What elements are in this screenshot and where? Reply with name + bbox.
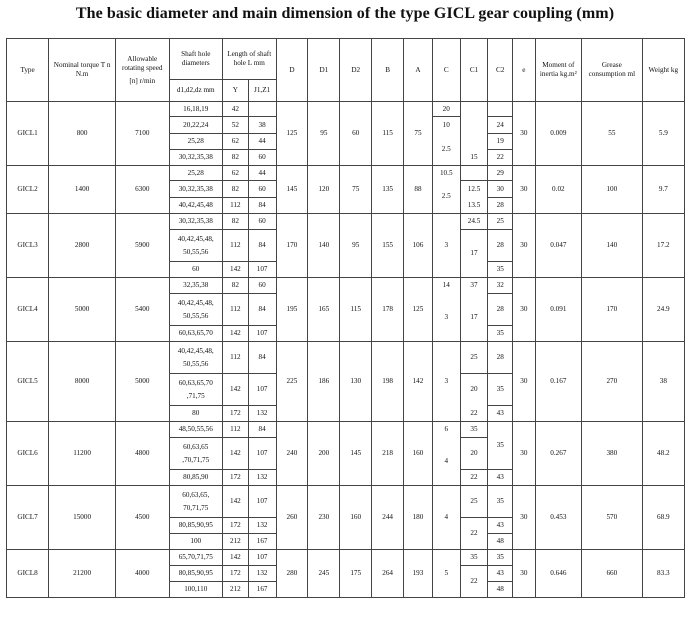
cell-torque: 8000 <box>49 342 116 422</box>
cell-type: GICL6 <box>7 422 49 486</box>
table-title: The basic diameter and main dimension of the type GICL gear coupling (mm) <box>75 5 615 22</box>
cell-shaft-diameters <box>169 181 222 198</box>
cell-shaft-diameters <box>169 582 222 598</box>
table-row <box>7 278 685 294</box>
cell-shaft-diameters <box>169 470 222 486</box>
cell-grease: 380 <box>581 422 642 486</box>
cell-c2: 43 <box>488 406 513 422</box>
cell-c1: 24.5 <box>460 214 488 230</box>
shaft-diameter-line: 40,42,45,48 <box>178 201 213 209</box>
cell-c2: 35 <box>488 262 513 278</box>
cell-D: 145 <box>276 166 308 214</box>
cell-c2: 48 <box>488 534 513 550</box>
cell-B: 218 <box>372 422 404 486</box>
cell-length-j: 107 <box>248 486 276 518</box>
cell-shaft-diameters <box>169 102 222 117</box>
cell-D2: 130 <box>340 342 372 422</box>
cell-c2: 28 <box>488 294 513 326</box>
cell-B: 115 <box>372 102 404 166</box>
header-length: Length of shaft hole L mm <box>223 39 277 80</box>
cell-length-j: 44 <box>248 166 276 181</box>
gear-coupling-spec-table <box>6 38 685 598</box>
cell-c1: 35 <box>460 550 488 566</box>
cell-B: 264 <box>372 550 404 598</box>
cell-shaft-diameters <box>169 150 222 166</box>
cell-shaft-diameters <box>169 534 222 550</box>
cell-D1: 245 <box>308 550 340 598</box>
header-inertia: Moment of inertia kg.m² <box>535 39 581 102</box>
cell-length-y: 112 <box>223 230 249 262</box>
cell-weight: 17.2 <box>642 214 684 278</box>
cell-D: 280 <box>276 550 308 598</box>
cell-length-j: 107 <box>248 550 276 566</box>
cell-c2: 35 <box>488 486 513 518</box>
header-speed <box>116 39 169 102</box>
cell-c2: 35 <box>488 374 513 406</box>
cell-length-j: 107 <box>248 326 276 342</box>
cell-length-y: 82 <box>223 181 249 198</box>
cell-weight: 9.7 <box>642 166 684 214</box>
cell-shaft-diameters <box>169 166 222 181</box>
cell-c1: 25 <box>460 342 488 374</box>
header-type: Type <box>7 39 49 102</box>
cell-c: 2.5 <box>432 134 460 166</box>
cell-grease: 170 <box>581 278 642 342</box>
cell-D1: 120 <box>308 166 340 214</box>
cell-c2: 28 <box>488 198 513 214</box>
cell-grease: 660 <box>581 550 642 598</box>
cell-D2: 175 <box>340 550 372 598</box>
cell-length-j: 84 <box>248 198 276 214</box>
table-row <box>7 550 685 566</box>
cell-c2: 32 <box>488 278 513 294</box>
cell-length-j: 132 <box>248 566 276 582</box>
cell-c1: 20 <box>460 438 488 470</box>
cell-c2: 48 <box>488 582 513 598</box>
header-A: A <box>404 39 433 102</box>
cell-type: GICL1 <box>7 102 49 166</box>
cell-length-y: 82 <box>223 278 249 294</box>
shaft-diameter-line: 60,63,65,70 <box>178 378 213 387</box>
header-speed-line2: [n] r/min <box>129 76 156 85</box>
header-length-y: Y <box>223 80 249 102</box>
cell-c1: 22 <box>460 470 488 486</box>
shaft-diameter-line: 50,55,56 <box>183 247 209 256</box>
header-torque: Nominal torque T n N.m <box>49 39 116 102</box>
cell-c2: 43 <box>488 566 513 582</box>
shaft-diameter-line: 32,35,38 <box>183 281 209 289</box>
shaft-diameter-line: 100 <box>190 537 202 545</box>
cell-inertia: 0.091 <box>535 278 581 342</box>
shaft-diameter-line: 60,63,65,70 <box>178 329 213 337</box>
cell-shaft-diameters <box>169 566 222 582</box>
shaft-diameter-line: 50,55,56 <box>183 311 209 320</box>
cell-length-y: 112 <box>223 294 249 326</box>
cell-length-y: 142 <box>223 486 249 518</box>
cell-speed: 7100 <box>116 102 169 166</box>
cell-c2: 35 <box>488 326 513 342</box>
cell-torque: 21200 <box>49 550 116 598</box>
cell-length-j: 84 <box>248 342 276 374</box>
cell-type: GICL4 <box>7 278 49 342</box>
cell-e: 30 <box>513 278 536 342</box>
cell-type: GICL7 <box>7 486 49 550</box>
cell-torque: 800 <box>49 102 116 166</box>
shaft-diameter-line: ,71,75 <box>186 391 205 400</box>
header-C: C <box>432 39 460 102</box>
cell-D1: 230 <box>308 486 340 550</box>
cell-type: GICL5 <box>7 342 49 422</box>
cell-c1: 20 <box>460 374 488 406</box>
shaft-diameter-line: 70,71,75 <box>183 503 209 512</box>
cell-c: 5 <box>432 550 460 598</box>
table-row <box>7 166 685 181</box>
shaft-diameter-line: 50,55,56 <box>183 359 209 368</box>
cell-length-y: 172 <box>223 566 249 582</box>
shaft-diameter-line: 100,110 <box>184 585 208 593</box>
cell-A: 88 <box>404 166 433 214</box>
cell-D1: 95 <box>308 102 340 166</box>
cell-c1: 22 <box>460 406 488 422</box>
cell-c: 3 <box>432 294 460 342</box>
cell-length-y: 172 <box>223 518 249 534</box>
cell-type: GICL2 <box>7 166 49 214</box>
cell-inertia: 0.453 <box>535 486 581 550</box>
cell-grease: 100 <box>581 166 642 214</box>
cell-length-y: 42 <box>223 102 249 117</box>
cell-D1: 165 <box>308 278 340 342</box>
table-row <box>7 486 685 518</box>
cell-inertia: 0.267 <box>535 422 581 486</box>
cell-e: 30 <box>513 166 536 214</box>
cell-c2 <box>488 102 513 117</box>
shaft-diameter-line: 16,18,19 <box>183 104 209 113</box>
cell-A: 193 <box>404 550 433 598</box>
cell-torque: 1400 <box>49 166 116 214</box>
cell-shaft-diameters <box>169 550 222 566</box>
cell-speed: 4500 <box>116 486 169 550</box>
cell-weight: 68.9 <box>642 486 684 550</box>
cell-length-y: 62 <box>223 166 249 181</box>
cell-length-y: 62 <box>223 134 249 150</box>
cell-shaft-diameters <box>169 294 222 326</box>
header-weight: Weight kg <box>642 39 684 102</box>
cell-speed: 6300 <box>116 166 169 214</box>
shaft-diameter-line: 40,42,45,48, <box>177 234 214 243</box>
cell-speed: 5900 <box>116 214 169 278</box>
cell-length-y: 52 <box>223 117 249 134</box>
cell-shaft-diameters <box>169 438 222 470</box>
cell-length-j: 38 <box>248 117 276 134</box>
cell-length-y: 142 <box>223 550 249 566</box>
table-header <box>7 39 685 102</box>
cell-weight: 38 <box>642 342 684 422</box>
header-C1: C1 <box>460 39 488 102</box>
shaft-diameter-line: 80,85,90,95 <box>178 569 213 577</box>
cell-c2: 30 <box>488 181 513 198</box>
header-C2: C2 <box>488 39 513 102</box>
cell-c1: 15 <box>460 150 488 166</box>
header-B: B <box>372 39 404 102</box>
cell-B: 155 <box>372 214 404 278</box>
cell-inertia: 0.646 <box>535 550 581 598</box>
cell-D2: 145 <box>340 422 372 486</box>
cell-B: 198 <box>372 342 404 422</box>
shaft-diameter-line: 80,85,90 <box>183 473 209 481</box>
cell-shaft-diameters <box>169 134 222 150</box>
table-row <box>7 342 685 374</box>
cell-D: 260 <box>276 486 308 550</box>
cell-c: 3 <box>432 214 460 278</box>
cell-D2: 60 <box>340 102 372 166</box>
shaft-diameter-line: ,70,71,75 <box>182 455 210 464</box>
cell-length-j: 84 <box>248 422 276 438</box>
cell-grease: 270 <box>581 342 642 422</box>
cell-c2: 24 <box>488 117 513 134</box>
cell-type: GICL3 <box>7 214 49 278</box>
shaft-diameter-line: 60,63,65 <box>183 442 209 451</box>
cell-A: 180 <box>404 486 433 550</box>
cell-D1: 186 <box>308 342 340 422</box>
cell-shaft-diameters <box>169 374 222 406</box>
cell-c: 10.5 <box>432 166 460 181</box>
cell-shaft-diameters <box>169 214 222 230</box>
cell-c1 <box>460 102 488 150</box>
cell-length-j: 84 <box>248 230 276 262</box>
cell-D1: 200 <box>308 422 340 486</box>
cell-torque: 15000 <box>49 486 116 550</box>
cell-B: 244 <box>372 486 404 550</box>
cell-c1: 35 <box>460 422 488 438</box>
cell-inertia: 0.009 <box>535 102 581 166</box>
cell-length-y: 82 <box>223 150 249 166</box>
cell-c2: 25 <box>488 214 513 230</box>
cell-length-j: 107 <box>248 262 276 278</box>
cell-length-j: 132 <box>248 470 276 486</box>
cell-length-y: 142 <box>223 438 249 470</box>
cell-shaft-diameters <box>169 262 222 278</box>
cell-c1: 17 <box>460 294 488 342</box>
cell-e: 30 <box>513 422 536 486</box>
shaft-diameter-line: 30,32,35,38 <box>178 217 213 225</box>
shaft-diameter-line: 60 <box>192 265 200 273</box>
cell-c1: 22 <box>460 566 488 598</box>
cell-c2: 43 <box>488 518 513 534</box>
cell-length-y: 212 <box>223 534 249 550</box>
cell-length-j: 84 <box>248 294 276 326</box>
cell-D: 170 <box>276 214 308 278</box>
cell-c1: 13.5 <box>460 198 488 214</box>
cell-length-j: 132 <box>248 518 276 534</box>
cell-length-j: 60 <box>248 181 276 198</box>
cell-grease: 570 <box>581 486 642 550</box>
cell-type: GICL8 <box>7 550 49 598</box>
cell-D2: 160 <box>340 486 372 550</box>
cell-weight: 48.2 <box>642 422 684 486</box>
cell-grease: 55 <box>581 102 642 166</box>
cell-D2: 75 <box>340 166 372 214</box>
cell-shaft-diameters <box>169 518 222 534</box>
cell-e: 30 <box>513 102 536 166</box>
header-D1: D1 <box>308 39 340 102</box>
cell-shaft-diameters <box>169 198 222 214</box>
cell-c2: 43 <box>488 470 513 486</box>
cell-c1 <box>460 166 488 181</box>
cell-length-y: 112 <box>223 342 249 374</box>
cell-shaft-diameters <box>169 117 222 134</box>
cell-c: 4 <box>432 486 460 550</box>
cell-c2: 19 <box>488 134 513 150</box>
cell-shaft-diameters <box>169 422 222 438</box>
cell-length-j: 60 <box>248 150 276 166</box>
cell-shaft-diameters <box>169 230 222 262</box>
cell-speed: 4800 <box>116 422 169 486</box>
cell-shaft-diameters <box>169 342 222 374</box>
shaft-diameter-line: 30,32,35,38 <box>178 153 213 161</box>
cell-length-y: 142 <box>223 374 249 406</box>
cell-length-j: 60 <box>248 214 276 230</box>
cell-e: 30 <box>513 550 536 598</box>
cell-c2: 28 <box>488 342 513 374</box>
cell-D: 195 <box>276 278 308 342</box>
cell-c1: 22 <box>460 518 488 550</box>
cell-length-y: 112 <box>223 422 249 438</box>
cell-shaft-diameters <box>169 278 222 294</box>
cell-shaft-diameters <box>169 326 222 342</box>
cell-c: 2.5 <box>432 181 460 214</box>
cell-c: 6 <box>432 422 460 438</box>
cell-weight: 5.9 <box>642 102 684 166</box>
cell-c: 4 <box>432 438 460 486</box>
shaft-diameter-line: 40,42,45,48, <box>177 346 214 355</box>
cell-c1: 17 <box>460 230 488 278</box>
cell-length-j: 132 <box>248 406 276 422</box>
header-D: D <box>276 39 308 102</box>
cell-c: 14 <box>432 278 460 294</box>
shaft-diameter-line: 48,50,55,56 <box>178 425 213 433</box>
table-body <box>7 102 685 598</box>
shaft-diameter-line: 30,32,35,38 <box>178 184 213 193</box>
shaft-diameter-line: 80 <box>192 409 200 417</box>
cell-length-y: 212 <box>223 582 249 598</box>
cell-D1: 140 <box>308 214 340 278</box>
header-speed-line1: Allowable rotating speed <box>122 54 163 72</box>
cell-length-y: 142 <box>223 326 249 342</box>
cell-length-y: 142 <box>223 262 249 278</box>
shaft-diameter-line: 20,22,24 <box>183 120 209 129</box>
header-shaft: Shaft hole diameters <box>169 39 222 80</box>
cell-B: 135 <box>372 166 404 214</box>
cell-A: 106 <box>404 214 433 278</box>
cell-c2: 22 <box>488 150 513 166</box>
cell-c2: 35 <box>488 550 513 566</box>
shaft-diameter-line: 25,28 <box>187 137 204 145</box>
cell-e: 30 <box>513 342 536 422</box>
cell-A: 75 <box>404 102 433 166</box>
cell-torque: 5000 <box>49 278 116 342</box>
cell-length-j: 107 <box>248 438 276 470</box>
header-length-j: J1,Z1 <box>248 80 276 102</box>
cell-length-y: 172 <box>223 470 249 486</box>
table-row <box>7 422 685 438</box>
cell-c: 20 <box>432 102 460 117</box>
cell-length-j: 60 <box>248 278 276 294</box>
cell-inertia: 0.167 <box>535 342 581 422</box>
cell-c2: 28 <box>488 230 513 262</box>
cell-A: 125 <box>404 278 433 342</box>
header-e: e <box>513 39 536 102</box>
shaft-diameter-line: 80,85,90,95 <box>178 521 213 529</box>
cell-shaft-diameters <box>169 406 222 422</box>
cell-speed: 5400 <box>116 278 169 342</box>
cell-c1: 37 <box>460 278 488 294</box>
cell-weight: 24.9 <box>642 278 684 342</box>
header-shaft-unit: d1,d2,dz mm <box>169 80 222 102</box>
cell-c1: 12.5 <box>460 181 488 198</box>
cell-weight: 83.3 <box>642 550 684 598</box>
header-grease: Grease consumption ml <box>581 39 642 102</box>
cell-A: 142 <box>404 342 433 422</box>
cell-length-y: 112 <box>223 198 249 214</box>
shaft-diameter-line: 60,63,65, <box>182 490 210 499</box>
cell-speed: 5000 <box>116 342 169 422</box>
cell-B: 178 <box>372 278 404 342</box>
table-row <box>7 214 685 230</box>
cell-torque: 11200 <box>49 422 116 486</box>
cell-inertia: 0.047 <box>535 214 581 278</box>
shaft-diameter-line: 40,42,45,48, <box>177 298 214 307</box>
cell-length-j: 107 <box>248 374 276 406</box>
cell-length-j: 167 <box>248 582 276 598</box>
shaft-diameter-line: 65,70,71,75 <box>178 553 213 561</box>
cell-length-y: 82 <box>223 214 249 230</box>
cell-speed: 4000 <box>116 550 169 598</box>
cell-torque: 2800 <box>49 214 116 278</box>
cell-e: 30 <box>513 214 536 278</box>
cell-length-j: 44 <box>248 134 276 150</box>
cell-A: 160 <box>404 422 433 486</box>
cell-shaft-diameters <box>169 486 222 518</box>
cell-e: 30 <box>513 486 536 550</box>
cell-D2: 95 <box>340 214 372 278</box>
cell-length-y: 172 <box>223 406 249 422</box>
cell-inertia: 0.02 <box>535 166 581 214</box>
shaft-diameter-line: 25,28 <box>187 168 204 177</box>
cell-c2: 35 <box>488 422 513 470</box>
header-D2: D2 <box>340 39 372 102</box>
cell-D: 125 <box>276 102 308 166</box>
cell-D2: 115 <box>340 278 372 342</box>
cell-length-j <box>248 102 276 117</box>
cell-c1: 25 <box>460 486 488 518</box>
cell-c: 10 <box>432 117 460 134</box>
cell-length-j: 167 <box>248 534 276 550</box>
cell-c: 3 <box>432 342 460 422</box>
cell-grease: 140 <box>581 214 642 278</box>
cell-D: 225 <box>276 342 308 422</box>
cell-c2: 29 <box>488 166 513 181</box>
table-row <box>7 102 685 117</box>
cell-D: 240 <box>276 422 308 486</box>
